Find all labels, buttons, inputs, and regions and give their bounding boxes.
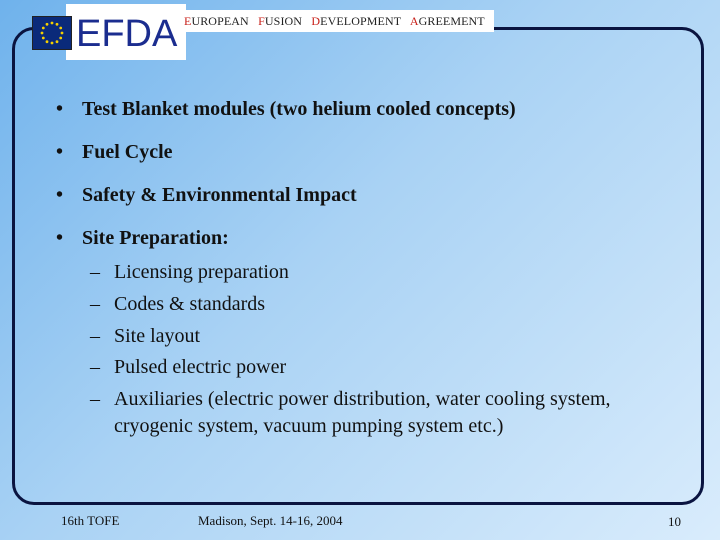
page-number: 10 [668, 514, 681, 529]
bullet-item: • Fuel Cycle [56, 141, 173, 163]
sub-list-item: – Auxiliaries (electric power distribution, water cooling system, [90, 388, 611, 410]
footer-location-date: Madison, Sept. 14-16, 2004 [198, 513, 343, 528]
organization-name [184, 14, 485, 29]
header-word-4: AGREEMENT [409, 14, 485, 28]
bullet-item: • Site Preparation: [56, 227, 229, 249]
sub-list-item: – Licensing preparation [90, 261, 289, 283]
header-word-3: DEVELOPMENT [311, 14, 402, 28]
sub-list-item: – Codes & standards [90, 293, 266, 315]
sub-list-item: – Site layout [90, 325, 201, 347]
eu-flag-icon [32, 16, 72, 50]
bullet-item: • Safety & Environmental Impact [56, 184, 357, 206]
logo-text: EFDA [76, 13, 178, 55]
footer-conference: 16th TOFE [61, 513, 120, 528]
header-panel [180, 10, 494, 32]
bullet-item: • Test Blanket modules (two helium cooled concepts) [56, 98, 516, 120]
sub-list-item: – Pulsed electric power [90, 356, 287, 378]
header-word-2: FUSION [258, 14, 303, 28]
sub-list-item-continuation: cryogenic system, vacuum pumping system etc.) [114, 415, 504, 437]
header-word-1: EUROPEAN [184, 14, 249, 28]
